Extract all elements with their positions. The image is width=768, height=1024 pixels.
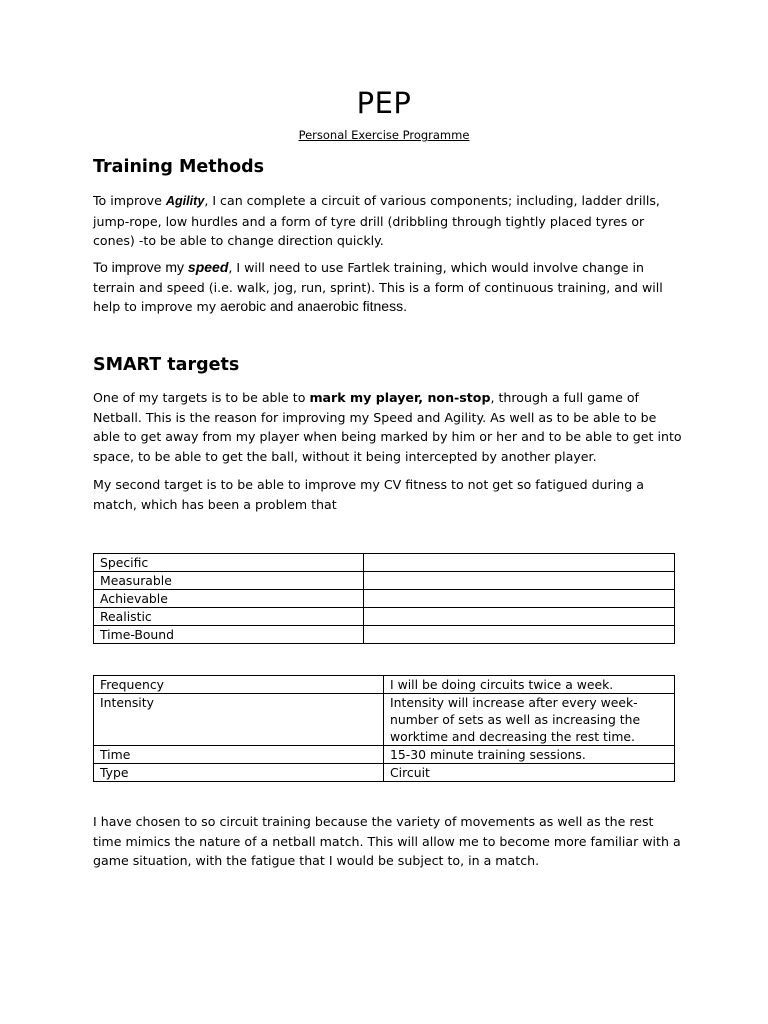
fitt-table — [93, 675, 675, 782]
target-one-bold: mark my player, non-stop — [309, 390, 491, 405]
smart-label: Measurable — [94, 572, 364, 590]
table-row — [94, 676, 675, 694]
speed-text-end: aerobic and anaerobic fitness. — [220, 298, 407, 314]
table-row — [94, 590, 675, 608]
page-title: PEP — [356, 86, 412, 120]
speed-keyword: speed — [187, 259, 229, 275]
table-row — [94, 746, 675, 764]
fitt-value: I will be doing circuits twice a week. — [384, 676, 675, 694]
speed-paragraph — [93, 258, 683, 317]
target-one-text-start: One of my targets is to be able to — [93, 390, 310, 405]
agility-text-end: , I can complete a circuit of various components; including, ladder drills, jump-rope, low hurdles and a form of tyre drill (dribbling through tightly placed tyres or cones) -to be able to change direction quickly. — [93, 193, 660, 248]
table-row — [94, 608, 675, 626]
table-row — [94, 694, 675, 746]
conclusion-paragraph: I have chosen to so circuit training because the variety of movements as well as the rest time mimics the nature of a netball match. This will allow me to become more familiar with a game situation, with the fatigue that I would be subject to, in a match. — [93, 814, 681, 868]
smart-value — [364, 608, 675, 626]
speed-text-middle: , I will need to use Fartlek training, which would involve change in terrain and speed (i.e. walk, jog, run, sprint). This is a form of continuous training, and will help to improve my — [93, 260, 663, 314]
smart-table — [93, 553, 675, 644]
agility-keyword: Agility — [165, 194, 205, 208]
table-row — [94, 764, 675, 782]
smart-value — [364, 572, 675, 590]
fitt-label: Frequency — [94, 676, 384, 694]
speed-text-start: To improve my — [93, 259, 188, 275]
smart-label: Time-Bound — [94, 626, 364, 644]
smart-label: Achievable — [94, 590, 364, 608]
agility-paragraph — [93, 191, 683, 251]
agility-text-start: To improve — [93, 193, 166, 208]
target-one-paragraph — [93, 388, 683, 466]
fitt-value: Circuit — [384, 764, 675, 782]
target-one-text-end: , through a full game of Netball. This is the reason for improving my Speed and Agility. As well as to be able to be able to get away from my player when being marked by him or her and to be able to get into space, to be able to get the ball, without it being intercepted by another player. — [93, 390, 682, 464]
page-subtitle: Personal Exercise Programme — [298, 128, 470, 142]
fitt-value: Intensity will increase after every week- number of sets as well as increasing the worktime and decreasing the rest time. — [384, 694, 675, 746]
training-methods-heading: Training Methods — [93, 157, 265, 177]
fitt-value: 15-30 minute training sessions. — [384, 746, 675, 764]
fitt-label: Intensity — [94, 694, 384, 746]
smart-value — [364, 626, 675, 644]
smart-targets-heading: SMART targets — [93, 355, 240, 375]
smart-value — [364, 590, 675, 608]
fitt-label: Type — [94, 764, 384, 782]
smart-value — [364, 554, 675, 572]
smart-label: Realistic — [94, 608, 364, 626]
table-row — [94, 572, 675, 590]
target-two-paragraph: My second target is to be able to improve my CV fitness to not get so fatigued during a match, which has been a problem that — [93, 477, 644, 512]
smart-label: Specific — [94, 554, 364, 572]
fitt-label: Time — [94, 746, 384, 764]
table-row — [94, 554, 675, 572]
table-row — [94, 626, 675, 644]
